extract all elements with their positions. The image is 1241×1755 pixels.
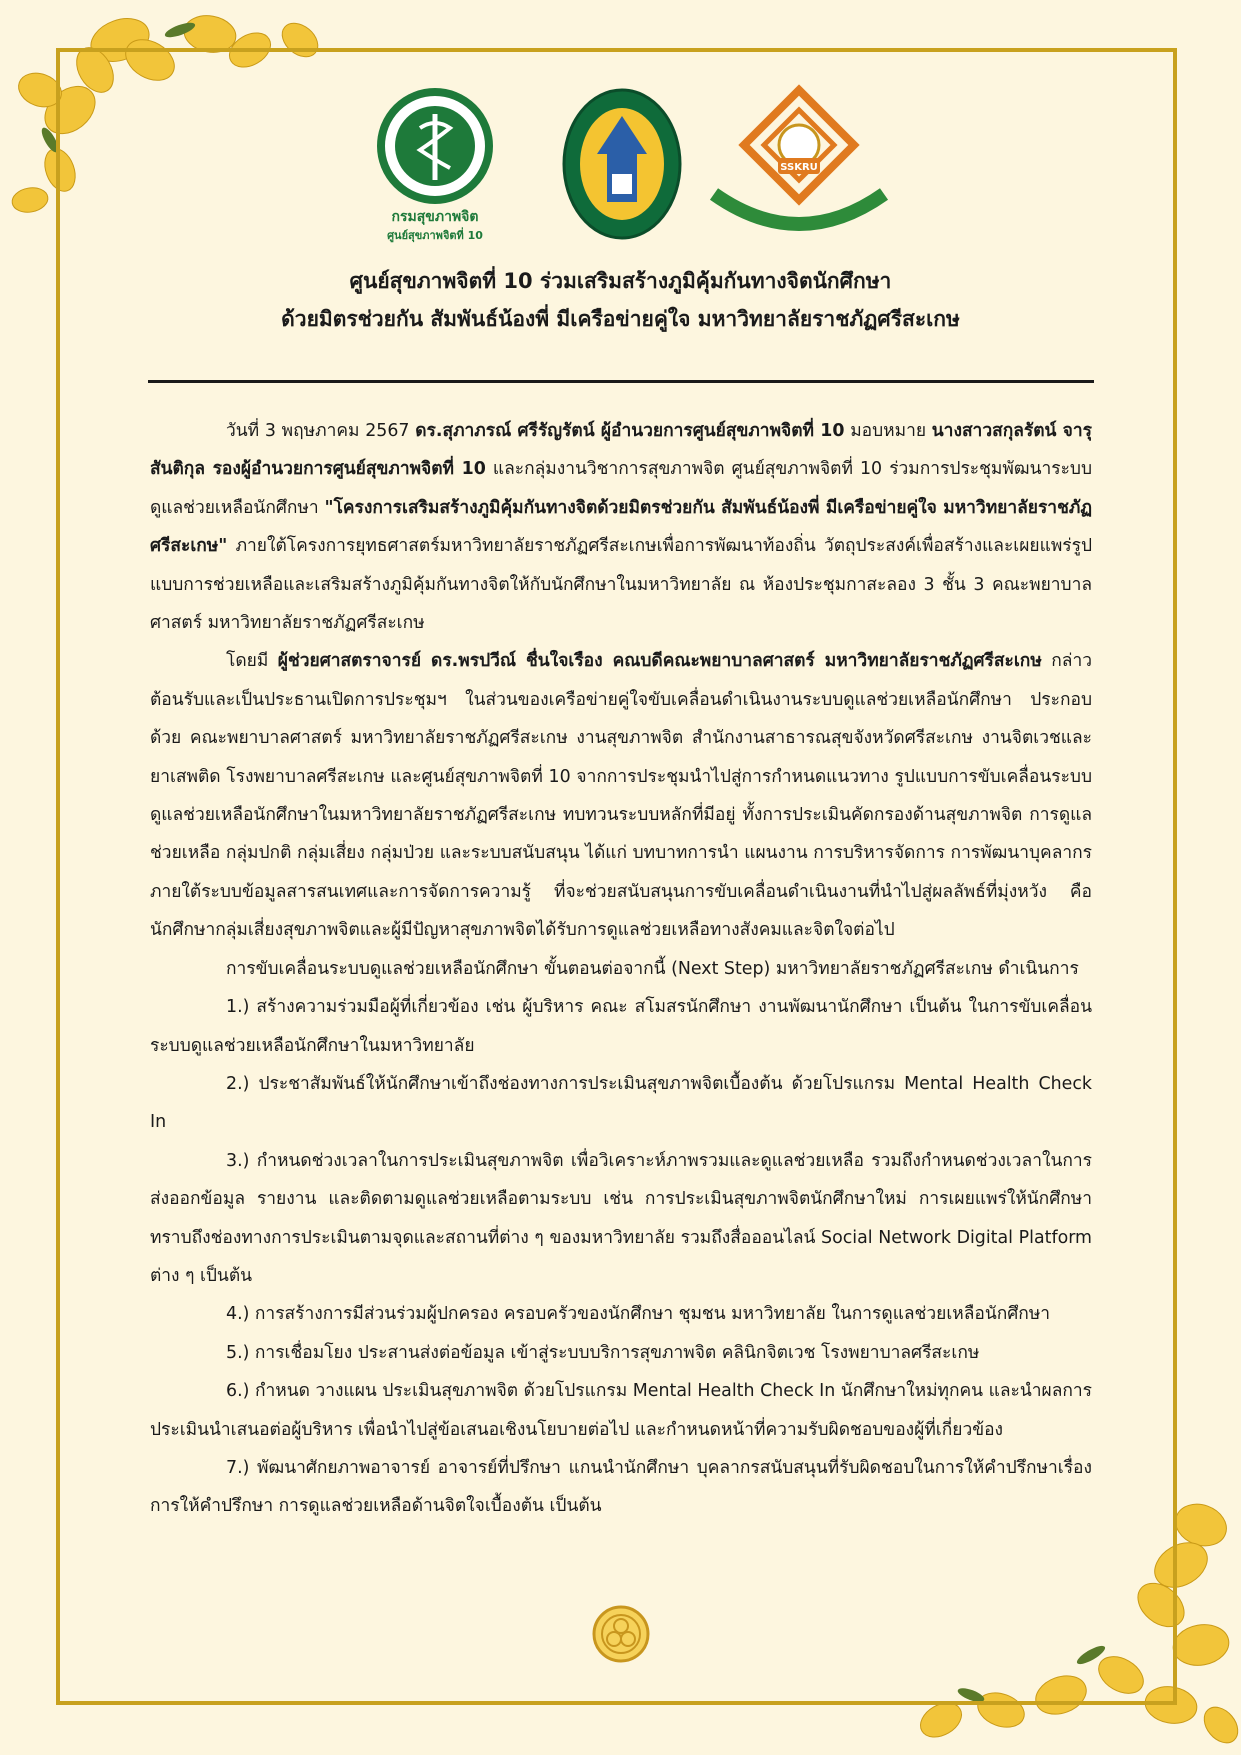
p1-text-2: มอบหมาย (844, 421, 932, 441)
headline-line-1: ศูนย์สุขภาพจิตที่ 10 ร่วมเสริมสร้างภูมิคุ้มกันทางจิตนักศึกษา (349, 269, 892, 293)
p1-bold-2: นางสาวสกุลรัตน์ จารุสันติกุล รองผู้อำนวยการศูนย์สุขภาพจิตที่ 10 (150, 421, 1092, 480)
headline (100, 262, 1141, 338)
moph-logo (370, 88, 500, 248)
nursing-logo (704, 84, 894, 244)
step-item: 4.) การสร้างการมีส่วนร่วมผู้ปกครอง ครอบครัวของนักศึกษา ชุมชน มหาวิทยาลัย ในการดูแลช่วยเหลือนักศึกษา (226, 1304, 1051, 1325)
p2-text-2: กล่าวต้อนรับและเป็นประธานเปิดการประชุมฯ ในส่วนของเครือข่ายคู่ใจขับเคลื่อนดำเนินงานระบบดูแลช่วยเหลือนักศึกษา ประกอบด้วย คณะพยาบาลศาสตร์ มหาวิทยาลัยราชภัฏศรีสะเกษ งานสุขภาพจิต สำนักงานสาธารณสุขจังหวัดศรีสะเกษ งานจิตเวชและยาเสพติด โรงพยาบาลศรีสะเกษ และศูนย์สุขภาพจิตที่ 10 จากการประชุมนำไปสู่การกำหนดแนวทาง รูปแบบการขับเคลื่อนระบบดูแลช่วยเหลือนักศึกษาในมหาวิทยาลัยราชภัฏศรีสะเกษ ทบทวนระบบหลักที่มีอยู่ ทั้งการประเมินคัดกรองด้านสุขภาพจิต การดูแลช่วยเหลือ กลุ่มปกติ กลุ่มเสี่ยง กลุ่มป่วย และระบบสนับสนุน ได้แก่ บทบาทการนำ แผนงาน การบริหารจัดการ การพัฒนาบุคลากร ภายใต้ระบบข้อมูลสารสนเทศและการจัดการความรู้ ที่จะช่วยสนับสนุนการขับเคลื่อนดำเนินงานที่นำไปสู่ผลลัพธ์ที่มุ่งหวัง คือ นักศึกษากลุ่มเสี่ยงสุขภาพจิตและผู้มีปัญหาสุขภาพจิตได้รับการดูแลช่วยเหลือทางสังคมและจิตใจต่อไป (150, 651, 1092, 941)
step-item: 6.) กำหนด วางแผน ประเมินสุขภาพจิต ด้วยโปรแกรม Mental Health Check In นักศึกษาใหม่ทุกคน และนำผลการประเมินนำเสนอต่อผู้บริหาร เพื่อนำไปสู่ข้อเสนอเชิงนโยบายต่อไป และกำหนดหน้าที่ความรับผิดชอบของผู้ที่เกี่ยวข้อง (150, 1381, 1092, 1440)
moph-emblem-icon (370, 88, 500, 206)
logo-row (0, 84, 1241, 244)
sskru-logo (557, 84, 687, 244)
nursing-emblem-icon (704, 84, 894, 244)
p1-bold-1: ดร.สุภาภรณ์ ศรีรัญรัตน์ ผู้อำนวยการศูนย์สุขภาพจิตที่ 10 (415, 421, 845, 441)
p2-bold-1: ผู้ช่วยศาสตราจารย์ ดร.พรปวีณ์ ชื่นใจเรือง คณบดีคณะพยาบาลศาสตร์ มหาวิทยาลัยราชภัฏศรีสะเกษ (277, 651, 1042, 672)
step-item: 2.) ประชาสัมพันธ์ให้นักศึกษาเข้าถึงช่องทางการประเมินสุขภาพจิตเบื้องต้น ด้วยโปรแกรม Mental Health Check In (150, 1073, 1092, 1133)
moph-name: กรมสุขภาพจิต (391, 209, 479, 225)
paragraph-2 (150, 642, 1092, 949)
p1-text-3: และกลุ่มงานวิชาการสุขภาพจิต ศูนย์สุขภาพจิตที่ 10 ร่วมการประชุมพัฒนาระบบดูแลช่วยเหลือนักศึกษา (150, 459, 1092, 518)
title-divider (148, 380, 1094, 383)
p1-bold-3: "โครงการเสริมสร้างภูมิคุ้มกันทางจิตด้วยมิตรช่วยกัน สัมพันธ์น้องพี่ มีเครือข่ายคู่ใจ มหาวิทยาลัยราชภัฏศรีสะเกษ" (150, 497, 1093, 557)
step-item: 3.) กำหนดช่วงเวลาในการประเมินสุขภาพจิต เพื่อวิเคราะห์ภาพรวมและดูแลช่วยเหลือ รวมถึงกำหนดช่วงเวลาในการส่งออกข้อมูล รายงาน และติดตามดูแลช่วยเหลือตามระบบ เช่น การประเมินสุขภาพจิตนักศึกษาใหม่ การเผยแพร่ให้นักศึกษาทราบถึงช่องทางการประเมินตามจุดและสถานที่ต่าง ๆ ของมหาวิทยาลัย รวมถึงสื่อออนไลน์ Social Network Digital Platform ต่าง ๆ เป็นต้น (150, 1150, 1092, 1286)
step-item: 5.) การเชื่อมโยง ประสานส่งต่อข้อมูล เข้าสู่ระบบบริการสุขภาพจิต คลินิกจิตเวช โรงพยาบาลศรีสะเกษ (226, 1342, 980, 1363)
p1-text-1: วันที่ 3 พฤษภาคม 2567 (226, 421, 416, 441)
sskru-emblem-icon (557, 84, 687, 244)
p2-text-1: โดยมี (226, 651, 278, 672)
bottom-emblem-icon (591, 1604, 651, 1664)
paragraph-1 (150, 412, 1092, 642)
moph-center-name: ศูนย์สุขภาพจิตที่ 10 (387, 229, 483, 242)
nursing-badge-text: SSKRU (780, 162, 818, 173)
p1-text-4: ภายใต้โครงการยุทธศาสตร์มหาวิทยาลัยราชภัฏศรีสะเกษเพื่อการพัฒนาท้องถิ่น วัตถุประสงค์เพื่อสร้างและเผยแพร่รูปแบบการช่วยเหลือและเสริมสร้างภูมิคุ้มกันทางจิตให้กับนักศึกษาในมหาวิทยาลัย ณ ห้องประชุมกาสะลอง 3 ชั้น 3 คณะพยาบาลศาสตร์ มหาวิทยาลัยราชภัฏศรีสะเกษ (150, 536, 1092, 634)
paragraph-3: การขับเคลื่อนระบบดูแลช่วยเหลือนักศึกษา ขั้นตอนต่อจากนี้ (Next Step) มหาวิทยาลัยราชภัฏศรีสะเกษ ดำเนินการ (226, 958, 1079, 979)
headline-line-2: ด้วยมิตรช่วยกัน สัมพันธ์น้องพี่ มีเครือข่ายคู่ใจ มหาวิทยาลัยราชภัฏศรีสะเกษ (281, 307, 960, 331)
article-body (150, 412, 1092, 1526)
step-item: 1.) สร้างความร่วมมือผู้ที่เกี่ยวข้อง เช่น ผู้บริหาร คณะ สโมสรนักศึกษา งานพัฒนานักศึกษา เป็นต้น ในการขับเคลื่อนระบบดูแลช่วยเหลือนักศึกษาในมหาวิทยาลัย (150, 997, 1092, 1056)
step-item: 7.) พัฒนาศักยภาพอาจารย์ อาจารย์ที่ปรึกษา แกนนำนักศึกษา บุคลากรสนับสนุนที่รับผิดชอบในการให้คำปรึกษาเรื่อง การให้คำปรึกษา การดูแลช่วยเหลือด้านจิตใจเบื้องต้น เป็นต้น (150, 1457, 1092, 1517)
